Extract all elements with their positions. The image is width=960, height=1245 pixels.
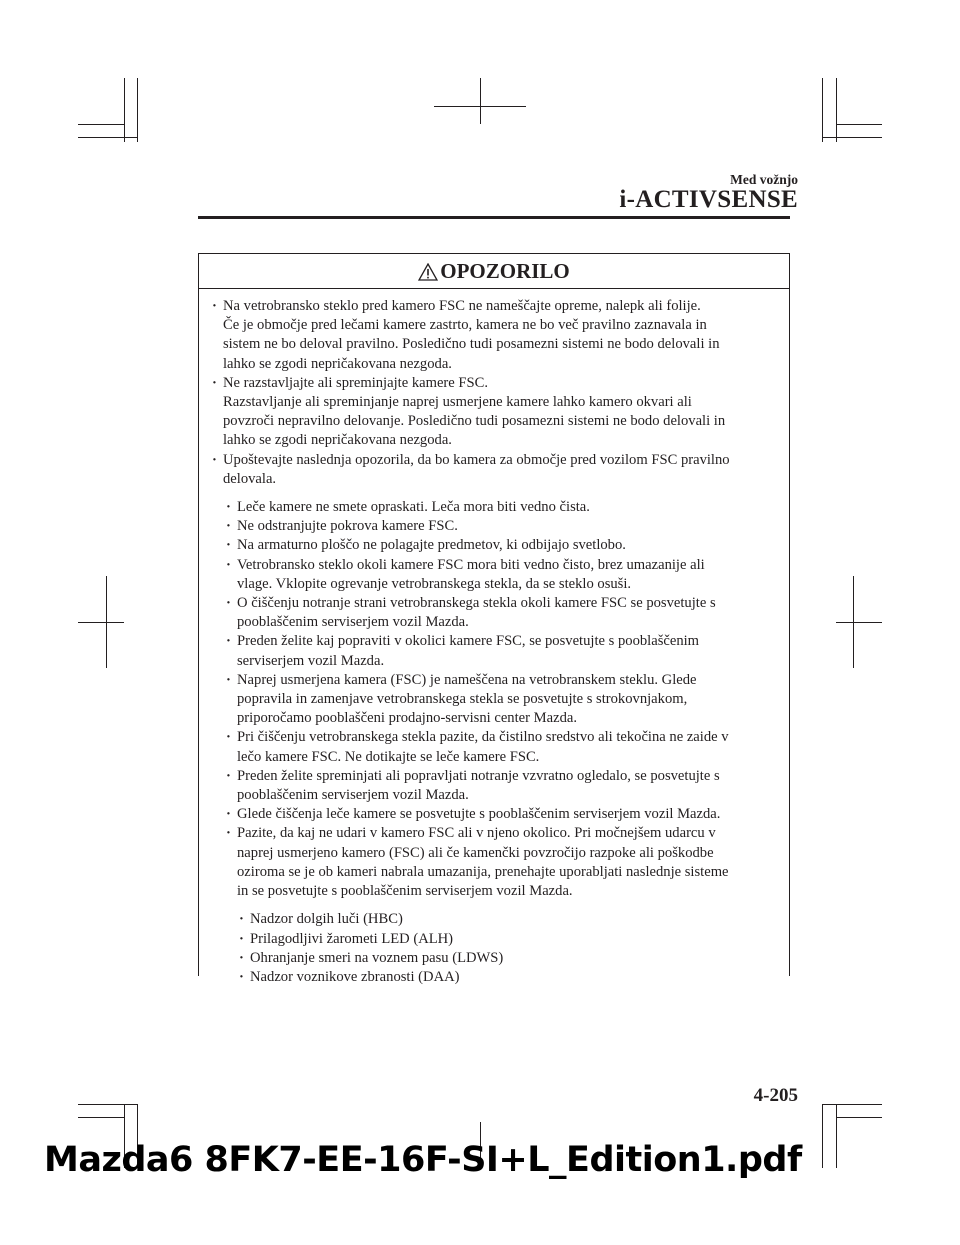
section-header: Med vožnjo — [730, 172, 798, 187]
chapter-title: i-ACTIVSENSE — [619, 186, 798, 213]
warning-subitem — [226, 767, 775, 805]
text-line: · Glede čiščenja leče kamere se posvetujte s pooblaščenim serviserjem vozil Mazda. — [237, 806, 721, 823]
text-line: · Naprej usmerjena kamera (FSC) je nameščena na vetrobranskem steklu. Glede — [237, 671, 697, 688]
text-line: povzroči nepravilno delovanje. Posledično tudi posamezni sistemi ne bodo delovali in — [223, 413, 726, 430]
warning-title: OPOZORILO — [440, 259, 570, 283]
text-line: · Nadzor dolgih luči (HBC) — [250, 911, 403, 928]
text-line: · Upoštevajte naslednja opozorila, da bo kamera za območje pred vozilom FSC pravilno — [223, 451, 730, 468]
warning-triangle-icon — [418, 263, 438, 281]
text-line: popravila in zamenjave vetrobranskega stekla se posvetujte s strokovnjakom, — [237, 691, 688, 708]
text-line: · Na vetrobransko steklo pred kamero FSC ne nameščajte opreme, nalepk ali folije. — [223, 298, 701, 314]
text-line: in se posvetujte s pooblaščenim serviserjem vozil Mazda. — [237, 883, 573, 900]
footer-filename: Mazda6 8FK7-EE-16F-SI+L_Edition1.pdf — [44, 1140, 802, 1180]
warning-subitem — [226, 594, 775, 632]
text-line: · Pri čiščenju vetrobranskega stekla pazite, da čistilno sredstvo ali tekočina ne zaide v — [237, 729, 729, 746]
text-line: · Leče kamere ne smete opraskati. Leča mora biti vedno čista. — [237, 499, 590, 516]
text-line: · Ne razstavljajte ali spreminjajte kamere FSC. — [223, 374, 489, 391]
warning-body — [212, 297, 775, 987]
warning-subitem — [226, 805, 775, 824]
text-line: naprej usmerjeno kamero (FSC) ali če kamenčki povzročijo razpoke ali poškodbe — [237, 844, 714, 861]
text-line: · Nadzor voznikove zbranosti (DAA) — [250, 968, 460, 985]
warning-heading — [199, 254, 789, 289]
system-item — [239, 930, 775, 949]
text-line: Razstavljanje ali spreminjanje naprej usmerjene kamere lahko kamero okvari ali — [223, 394, 692, 411]
text-line: lečo kamere FSC. Ne dotikajte se leče kamere FSC. — [237, 748, 540, 765]
text-line: · Preden želite spreminjati ali popravljati notranje vzvratno ogledalo, se posvetujte s — [237, 767, 720, 784]
text-line: · Ne odstranjujte pokrova kamere FSC. — [237, 518, 458, 535]
system-item — [239, 968, 775, 987]
text-line: · O čiščenju notranje strani vetrobranskega stekla okoli kamere FSC se posvetujte s — [237, 595, 716, 612]
text-line: · Pazite, da kaj ne udari v kamero FSC ali v njeno okolico. Pri močnejšem udarcu v — [237, 825, 716, 842]
warning-item — [212, 374, 775, 451]
text-line: sistem ne bo deloval pravilno. Posledično tudi posamezni sistemi ne bodo delovali in — [223, 336, 720, 353]
warning-subitem — [226, 671, 775, 729]
warning-box — [198, 253, 790, 985]
text-line: lahko se zgodi nepričakovana nezgoda. — [223, 355, 452, 372]
page-number: 4-205 — [753, 1085, 798, 1106]
text-line: · Prilagodljivi žarometi LED (ALH) — [250, 930, 454, 947]
text-line: · Preden želite kaj popraviti v okolici kamere FSC, se posvetujte s pooblaščenim — [237, 633, 700, 650]
warning-subitem — [226, 517, 775, 536]
text-line: priporočamo pooblaščeni prodajno-servisni center Mazda. — [237, 710, 577, 727]
text-line: · Na armaturno ploščo ne polagajte predmetov, ki odbijajo svetlobo. — [237, 537, 626, 554]
warning-subitem — [226, 824, 775, 901]
text-line: serviserjem vozil Mazda. — [237, 652, 385, 669]
warning-item — [212, 297, 775, 374]
warning-subitem — [226, 556, 775, 594]
text-line: pooblaščenim serviserjem vozil Mazda. — [237, 614, 469, 631]
text-line: · Ohranjanje smeri na voznem pasu (LDWS) — [250, 949, 504, 966]
text-line: oziroma se je ob kameri nabrala umazanija, prenehajte uporabljati naslednje sisteme — [237, 863, 729, 880]
text-line: pooblaščenim serviserjem vozil Mazda. — [237, 787, 469, 804]
text-line: lahko se zgodi nepričakovana nezgoda. — [223, 432, 452, 449]
warning-subitem — [226, 632, 775, 670]
system-item — [239, 949, 775, 968]
text-line: delovala. — [223, 470, 277, 487]
warning-subitem — [226, 498, 775, 517]
warning-subitem — [226, 536, 775, 555]
warning-item — [212, 451, 775, 489]
text-line: vlage. Vklopite ogrevanje vetrobranskega stekla, da se steklo osuši. — [237, 575, 632, 592]
warning-subitem — [226, 728, 775, 766]
header-rule — [198, 216, 790, 219]
text-line: Če je območje pred lečami kamere zastrto, kamera ne bo več pravilno zaznavala in — [223, 317, 707, 334]
system-item — [239, 910, 775, 929]
text-line: · Vetrobransko steklo okoli kamere FSC mora biti vedno čisto, brez umazanije ali — [237, 556, 705, 573]
